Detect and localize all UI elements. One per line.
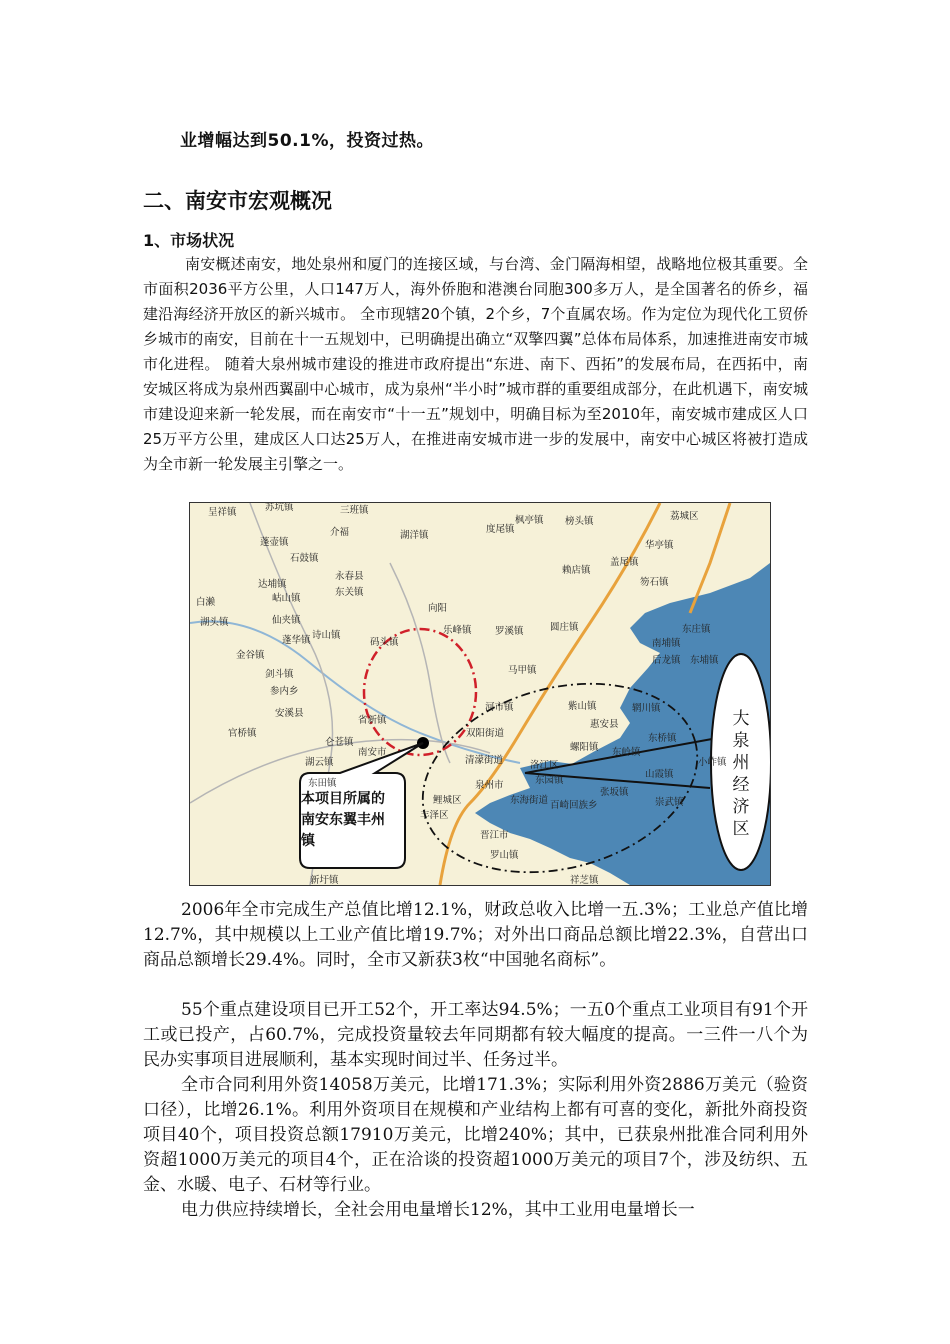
svg-text:诗山镇: 诗山镇	[312, 630, 341, 641]
svg-text:泉州市: 泉州市	[475, 780, 504, 791]
svg-text:赖店镇: 赖店镇	[562, 565, 591, 576]
svg-text:螺阳镇: 螺阳镇	[570, 742, 599, 753]
svg-text:湖头镇: 湖头镇	[200, 617, 229, 628]
svg-text:河市镇: 河市镇	[485, 702, 514, 713]
svg-text:永春县: 永春县	[335, 571, 364, 582]
svg-text:后龙镇: 后龙镇	[652, 655, 681, 666]
zone-label: 大泉州经济区	[732, 709, 750, 839]
svg-text:东园镇: 东园镇	[535, 775, 564, 786]
svg-text:新圩镇: 新圩镇	[310, 875, 339, 885]
svg-text:惠安县: 惠安县	[590, 719, 619, 730]
svg-text:苏坑镇: 苏坑镇	[265, 503, 294, 513]
svg-text:白濑: 白濑	[196, 597, 216, 608]
svg-text:安溪县: 安溪县	[275, 708, 304, 719]
svg-text:山霞镇: 山霞镇	[645, 769, 674, 780]
svg-text:东庄镇: 东庄镇	[682, 624, 711, 635]
svg-text:乐峰镇: 乐峰镇	[443, 625, 472, 636]
svg-text:东海街道: 东海街道	[510, 795, 549, 806]
svg-text:紫山镇: 紫山镇	[568, 701, 597, 712]
map-graphic	[190, 503, 770, 885]
location-map	[189, 502, 771, 886]
svg-text:三班镇: 三班镇	[340, 505, 369, 516]
svg-text:蓬华镇: 蓬华镇	[282, 635, 311, 646]
svg-text:金谷镇: 金谷镇	[236, 650, 265, 661]
svg-text:张坂镇: 张坂镇	[600, 787, 629, 798]
svg-text:百崎回族乡: 百崎回族乡	[550, 800, 598, 811]
intro-paragraph: 南安概述南安，地处泉州和厦门的连接区域，与台湾、金门隔海相望，战略地位极其重要。全市面积2036平方公里，人口147万人，海外侨胞和港澳台同胞300多万人，是全国著名的侨乡，福建沿海经济开放区的新兴城市。 全市现辖20个镇，2个乡，7个直属农场。作为定位为现代化工贸侨乡城市的南安，目前在十一五规划中，已明确提出确立“双擎四翼”总体布局体系，加速推进南安市城市化进程。 随着大泉州城市建设的推进市政府提出“东进、南下、西拓”的发展布局，在西拓中，南安城区将成为泉州西翼副中心城市，成为泉州“半小时”城市群的重要组成部分，在此机遇下，南安城市建设迎来新一轮发展，而在南安市“十一五”规划中，明确目标为至2010年，南安城市建成区人口25万平方公里，建成区人口达25万人，在推进南安城市进一步的发展中，南安中心城区将被打造成为全市新一轮发展主引擎之一。	[143, 255, 808, 473]
svg-text:省新镇: 省新镇	[358, 715, 387, 726]
svg-text:东岭镇: 东岭镇	[612, 747, 641, 758]
svg-text:洛江区: 洛江区	[530, 760, 559, 771]
svg-text:岵山镇: 岵山镇	[272, 593, 301, 604]
paragraph-1: 2006年全市完成生产总值比增12.1%，财政总收入比增一五.3%；工业总产值比增12.7%，其中规模以上工业产值比增19.7%；对外出口商品总额比增22.3%，自营出口商品总额增长29.4%。同时，全市又新获3枚“中国驰名商标”。	[143, 900, 808, 970]
svg-text:罗溪镇: 罗溪镇	[495, 626, 524, 637]
svg-text:向阳: 向阳	[428, 603, 448, 614]
svg-text:辋川镇: 辋川镇	[632, 703, 661, 714]
svg-text:罗山镇: 罗山镇	[490, 850, 519, 861]
callout-label: 本项目所属的南安东翼丰州镇	[301, 791, 385, 849]
svg-text:剑斗镇: 剑斗镇	[265, 669, 294, 680]
svg-text:东关镇: 东关镇	[335, 587, 364, 598]
svg-text:马甲镇: 马甲镇	[508, 665, 537, 676]
svg-text:东埔镇: 东埔镇	[690, 655, 719, 666]
svg-text:参内乡: 参内乡	[270, 686, 299, 697]
svg-text:介福: 介福	[330, 527, 350, 538]
svg-text:双阳街道: 双阳街道	[466, 728, 505, 739]
svg-text:华亭镇: 华亭镇	[645, 540, 674, 551]
svg-text:盖尾镇: 盖尾镇	[610, 557, 639, 568]
svg-text:石鼓镇: 石鼓镇	[290, 553, 319, 564]
svg-text:清濛街道: 清濛街道	[465, 755, 504, 766]
svg-text:湖云镇: 湖云镇	[305, 757, 334, 768]
svg-text:笏石镇: 笏石镇	[640, 577, 669, 588]
svg-text:东田镇: 东田镇	[308, 778, 337, 789]
svg-text:荔城区: 荔城区	[670, 511, 699, 522]
svg-text:崇武镇: 崇武镇	[655, 797, 684, 808]
svg-text:丰泽区: 丰泽区	[420, 810, 449, 821]
svg-text:湖洋镇: 湖洋镇	[400, 530, 429, 541]
svg-text:小岞镇: 小岞镇	[698, 757, 727, 768]
svg-text:东桥镇: 东桥镇	[648, 733, 677, 744]
svg-text:码头镇: 码头镇	[370, 637, 399, 648]
svg-text:枫亭镇: 枫亭镇	[515, 515, 544, 526]
paragraph-4: 电力供应持续增长，全社会用电量增长12%，其中工业用电量增长一	[181, 1200, 695, 1220]
svg-text:度尾镇: 度尾镇	[486, 524, 515, 535]
svg-text:官桥镇: 官桥镇	[228, 728, 257, 739]
svg-text:蓬壶镇: 蓬壶镇	[260, 537, 289, 548]
svg-text:仑苍镇: 仑苍镇	[325, 737, 354, 748]
svg-text:圆庄镇: 圆庄镇	[550, 622, 579, 633]
svg-text:榜头镇: 榜头镇	[565, 516, 594, 527]
svg-text:呈祥镇: 呈祥镇	[208, 507, 237, 518]
section-title: 二、南安市宏观概况	[143, 189, 332, 213]
svg-text:仙夹镇: 仙夹镇	[272, 615, 301, 626]
paragraph-2: 55个重点建设项目已开工52个，开工率达94.5%；一五0个重点工业项目有91个开工或已投产，占60.7%，完成投资量较去年同期都有较大幅度的提高。一三件一八个为民办实事项目进展顺利，基本实现时间过半、任务过半。	[143, 1000, 808, 1070]
subsection-title: 1、市场状况	[143, 231, 235, 250]
svg-text:南埔镇: 南埔镇	[652, 638, 681, 649]
svg-text:达埔镇: 达埔镇	[258, 579, 287, 590]
lead-line: 业增幅达到50.1%，投资过热。	[180, 131, 434, 151]
svg-text:晋江市: 晋江市	[480, 830, 509, 841]
svg-text:鲤城区: 鲤城区	[433, 795, 462, 806]
svg-text:祥芝镇: 祥芝镇	[570, 875, 599, 885]
paragraph-3: 全市合同利用外资14058万美元，比增171.3%；实际利用外资2886万美元（验资口径），比增26.1%。利用外资项目在规模和产业结构上都有可喜的变化，新批外商投资项目40个，项目投资总额17910万美元，比增240%；其中，已获泉州批准合同利用外资超1000万美元的项目4个，正在洽谈的投资超1000万美元的项目7个，涉及纺织、五金、水暖、电子、石材等行业。	[143, 1075, 808, 1195]
svg-text:南安市: 南安市	[358, 747, 387, 758]
